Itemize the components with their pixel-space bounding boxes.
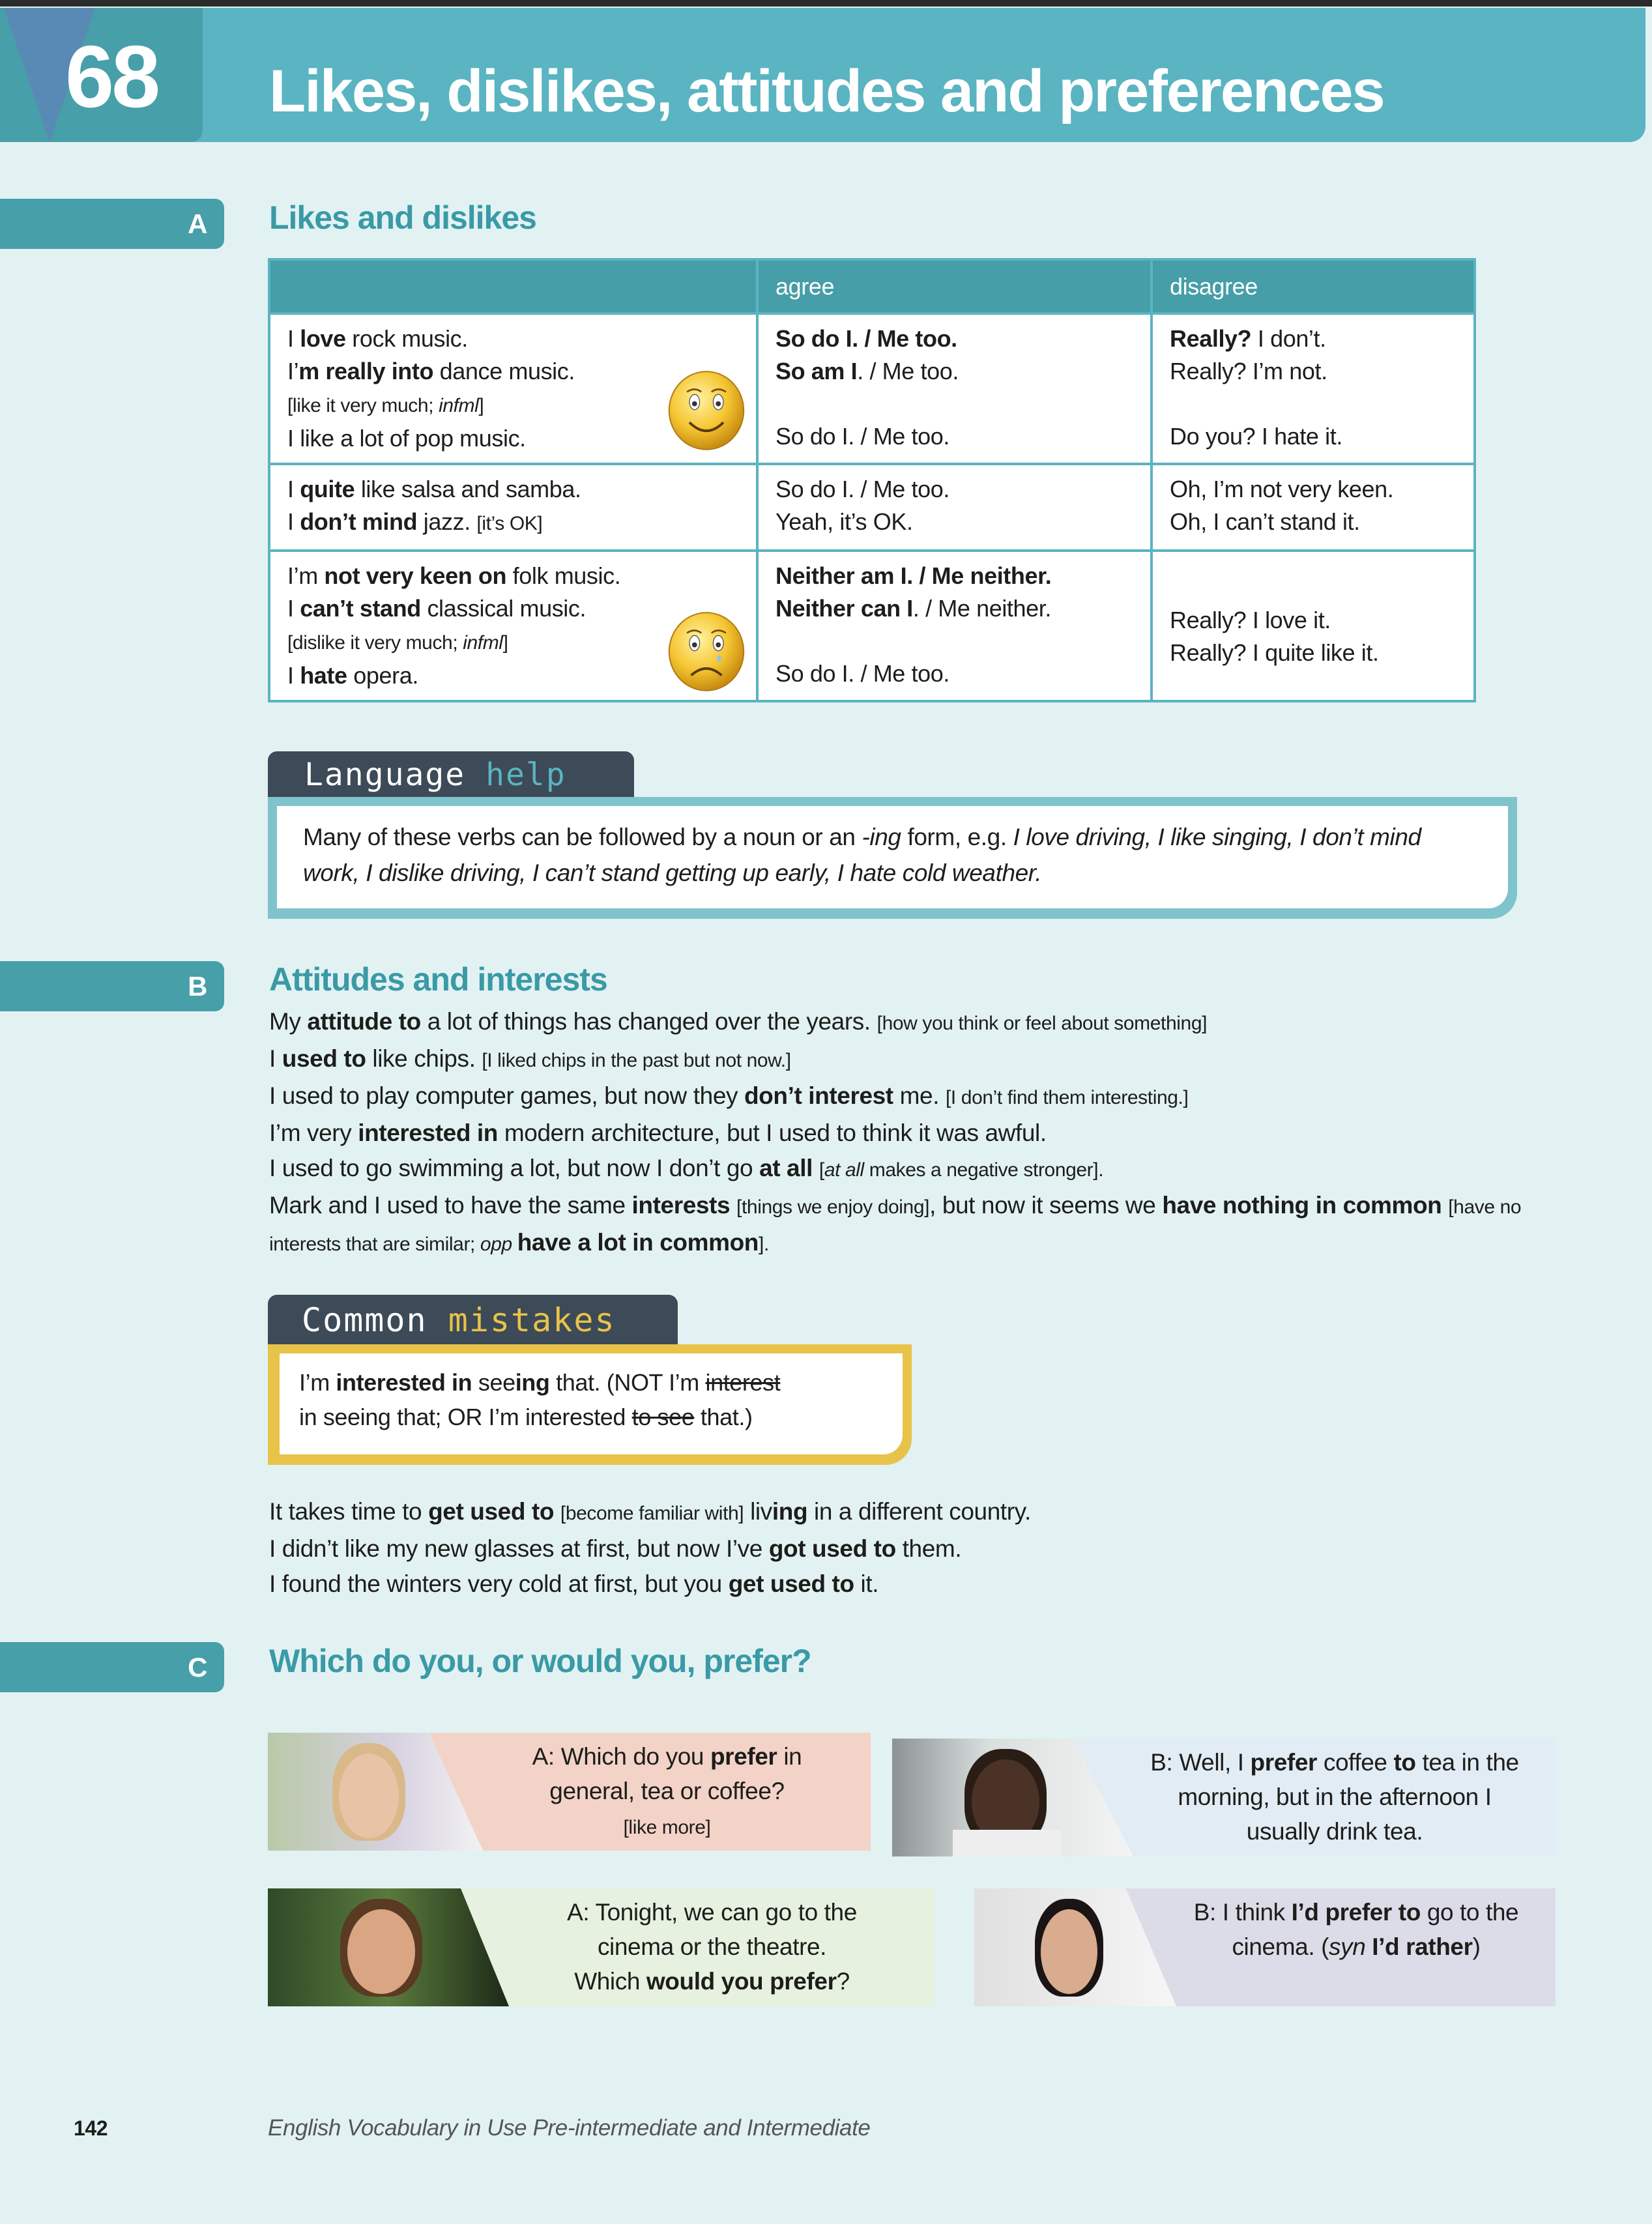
dialogue-box xyxy=(268,1888,935,2006)
language-help-box xyxy=(268,797,1517,919)
text-line xyxy=(1170,604,1456,637)
text-run xyxy=(512,1234,517,1255)
text-run: I xyxy=(287,476,300,502)
text-run: Do you? I hate it. xyxy=(1170,423,1342,450)
text-run: Oh, I can’t stand it. xyxy=(1170,508,1360,535)
text-run: I’ xyxy=(287,358,299,384)
text-run: [how you think or feel about something] xyxy=(877,1013,1208,1034)
text-run: general, tea or coffee? xyxy=(549,1778,785,1804)
text-run: [it’s OK] xyxy=(476,513,543,534)
text-line xyxy=(269,1041,1527,1078)
text-run: like chips. xyxy=(366,1045,482,1072)
language-help-label-word1: Language xyxy=(304,757,466,793)
text-run: at all xyxy=(824,1159,864,1181)
text-line xyxy=(1170,388,1456,420)
text-run: I’d rather xyxy=(1372,1933,1473,1960)
dialogue-text xyxy=(1120,1739,1549,1856)
smiling-woman-photo xyxy=(268,1733,483,1851)
section-b-heading: Attitudes and interests xyxy=(269,961,607,998)
text-run xyxy=(813,1155,819,1181)
text-run: Oh, I’m not very keen. xyxy=(1170,476,1394,502)
table-header-phrase xyxy=(269,259,757,313)
text-line xyxy=(775,420,1133,453)
text-run: Really? I’m not. xyxy=(1170,358,1327,384)
text-run: in xyxy=(777,1743,802,1770)
text-run: have nothing in common xyxy=(1162,1192,1442,1219)
text-run: at all xyxy=(759,1155,813,1181)
text-run: I used to play computer games, but now they xyxy=(269,1082,744,1109)
table-header-agree: agree xyxy=(757,259,1152,313)
text-run: it. xyxy=(854,1570,879,1597)
text-run: love xyxy=(300,325,346,352)
text-run: I’m xyxy=(287,562,325,589)
dialogue-text xyxy=(496,1888,928,2006)
agree-cell xyxy=(757,313,1152,464)
table-header-disagree: disagree xyxy=(1152,259,1475,313)
text-run: makes a negative stronger]. xyxy=(863,1159,1104,1181)
text-run: [I don’t find them interesting.] xyxy=(945,1087,1189,1108)
text-run: coffee xyxy=(1317,1749,1394,1776)
page-title: Likes, dislikes, attitudes and preferences xyxy=(269,58,1384,124)
text-line xyxy=(287,560,739,592)
text-run: quite xyxy=(300,476,355,502)
text-run: I xyxy=(269,1045,282,1072)
text-run: [have no interests that are similar; xyxy=(269,1196,1522,1255)
text-line xyxy=(775,506,1133,538)
text-run: got used to xyxy=(768,1535,896,1562)
text-line xyxy=(287,323,739,355)
text-run: hate xyxy=(300,662,347,689)
text-run: ] xyxy=(478,395,484,416)
text-run: ] xyxy=(502,632,508,654)
text-run: dance music. xyxy=(433,358,575,384)
text-run xyxy=(1442,1192,1448,1219)
text-line xyxy=(775,657,1133,690)
text-run: So do I. / Me too. xyxy=(775,423,949,450)
text-run: I xyxy=(287,325,300,352)
text-run: opp xyxy=(480,1234,512,1255)
text-run: go to the xyxy=(1420,1899,1519,1926)
text-run: A: Which do you xyxy=(532,1743,710,1770)
text-line xyxy=(775,592,1133,625)
text-run: I xyxy=(287,662,300,689)
common-mistakes-label-word2: mistakes xyxy=(448,1301,616,1339)
common-mistakes-label-word1: Common xyxy=(302,1301,427,1339)
text-run: infml xyxy=(463,632,503,654)
dialogue-box xyxy=(892,1739,1556,1856)
text-line xyxy=(269,1567,1031,1602)
text-run: a lot of things has changed over the years. xyxy=(420,1008,877,1035)
text-run: It takes time to xyxy=(269,1498,429,1525)
text-run: get used to xyxy=(728,1570,854,1597)
text-line xyxy=(775,473,1133,506)
text-run: interest xyxy=(705,1369,781,1396)
text-run: ) xyxy=(1472,1933,1481,1960)
text-line xyxy=(269,1116,1527,1151)
common-mistakes-text xyxy=(280,1353,903,1454)
text-run: infml xyxy=(439,395,479,416)
text-run: them. xyxy=(895,1535,962,1562)
text-run: Which xyxy=(574,1968,646,1995)
text-run: So do I. / Me too. xyxy=(775,660,949,687)
text-run: not very keen on xyxy=(324,562,507,589)
text-run: can’t stand xyxy=(300,595,421,622)
text-line xyxy=(269,1078,1527,1116)
text-line xyxy=(1163,1895,1549,1929)
text-run: ? xyxy=(836,1968,850,1995)
text-line xyxy=(1170,323,1456,355)
text-run: used to xyxy=(282,1045,366,1072)
text-line xyxy=(287,506,739,540)
text-run: Neither can I xyxy=(775,595,913,622)
text-run: don’t mind xyxy=(300,508,418,535)
text-run: interests xyxy=(631,1192,731,1219)
likes-dislikes-table xyxy=(268,258,1476,702)
text-run: So do I. / Me too. xyxy=(775,476,949,502)
section-c-heading: Which do you, or would you, prefer? xyxy=(269,1643,811,1679)
text-run: Yeah, it’s OK. xyxy=(775,508,913,535)
text-line xyxy=(1120,1745,1549,1780)
text-run: in a different country. xyxy=(807,1498,1031,1525)
text-line xyxy=(1170,571,1456,604)
text-run: Really? I love it. xyxy=(1170,607,1331,633)
text-line xyxy=(303,819,1482,891)
text-run: syn xyxy=(1329,1933,1366,1960)
text-run: that. (NOT I’m xyxy=(549,1369,706,1396)
language-help-label xyxy=(268,751,634,798)
text-run: modern architecture, but I used to think it was awful. xyxy=(497,1119,1047,1146)
section-tab-c: C xyxy=(0,1642,224,1692)
dialogue-box xyxy=(974,1888,1556,2006)
text-run: My xyxy=(269,1008,308,1035)
text-run: rock music. xyxy=(345,325,468,352)
text-run: m really into xyxy=(298,358,434,384)
language-help-label-word2: help xyxy=(485,757,566,793)
text-run: jazz. xyxy=(417,508,477,535)
text-run: Many of these verbs can be followed by a noun or an xyxy=(303,824,862,850)
text-line xyxy=(299,1400,883,1434)
phrase-cell xyxy=(269,313,757,464)
window-top-bar xyxy=(0,0,1652,7)
text-run: in seeing that; OR I’m interested xyxy=(299,1404,632,1430)
text-run: I love driving, I like singing, I don’t mind work, I dislike driving, I can’t stand getting up early, I hate cold weather. xyxy=(303,824,1421,886)
dialogue-text xyxy=(470,1733,864,1851)
text-run: Mark and I used to have the same xyxy=(269,1192,632,1219)
text-line xyxy=(496,1929,928,1964)
text-run: to xyxy=(1393,1749,1416,1776)
text-run: classical music. xyxy=(420,595,587,622)
text-run: I used to go swimming a lot, but now I don’t go xyxy=(269,1155,760,1181)
text-run: I don’t. xyxy=(1251,325,1326,352)
text-run: see xyxy=(472,1369,515,1396)
text-run: that.) xyxy=(694,1404,753,1430)
phrase-cell xyxy=(269,464,757,551)
table-row xyxy=(269,551,1475,701)
text-run: So am I xyxy=(775,358,858,384)
text-run: opera. xyxy=(347,662,418,689)
text-run: Really? I quite like it. xyxy=(1170,639,1379,666)
text-line xyxy=(1170,506,1456,538)
agree-cell xyxy=(757,551,1152,701)
section-a-heading: Likes and dislikes xyxy=(269,199,536,236)
text-run: like salsa and samba. xyxy=(355,476,581,502)
text-run: I xyxy=(287,508,300,535)
phrase-cell xyxy=(269,551,757,701)
text-line xyxy=(496,1964,928,1999)
man-in-white-shirt-photo xyxy=(892,1739,1133,1856)
text-run xyxy=(554,1498,560,1525)
text-run: prefer xyxy=(710,1743,777,1770)
text-run: [become familiar with] xyxy=(560,1503,744,1524)
text-run: I’d prefer to xyxy=(1291,1899,1421,1926)
text-line xyxy=(269,1151,1527,1188)
text-run: B: Well, I xyxy=(1150,1749,1251,1776)
sad-face-icon xyxy=(663,609,749,694)
text-line xyxy=(1120,1814,1549,1849)
text-run: [I liked chips in the past but not now.] xyxy=(482,1050,791,1071)
text-line xyxy=(1170,420,1456,453)
text-run: ]. xyxy=(759,1234,769,1255)
disagree-cell xyxy=(1152,313,1475,464)
text-run: I didn’t like my new glasses at first, but now I’ve xyxy=(269,1535,769,1562)
text-run: ing xyxy=(515,1369,550,1396)
text-line xyxy=(470,1739,864,1774)
text-run: B: I think xyxy=(1193,1899,1292,1926)
text-line xyxy=(775,355,1133,388)
text-run: . / Me too. xyxy=(857,358,959,384)
section-tab-b: B xyxy=(0,961,224,1011)
text-line xyxy=(775,388,1133,420)
common-mistakes-label xyxy=(268,1295,678,1346)
text-run: attitude to xyxy=(307,1008,421,1035)
text-run: don’t interest xyxy=(744,1082,893,1109)
agree-cell xyxy=(757,464,1152,551)
text-run: A: Tonight, we can go to the xyxy=(567,1899,857,1926)
table-row xyxy=(269,313,1475,464)
text-run: folk music. xyxy=(506,562,621,589)
text-line xyxy=(470,1774,864,1808)
text-line xyxy=(1163,1929,1549,1964)
text-run: me. xyxy=(893,1082,946,1109)
dark-haired-woman-photo xyxy=(974,1888,1176,2006)
text-run: cinema. ( xyxy=(1232,1933,1329,1960)
dialogue-text xyxy=(1163,1888,1549,2006)
text-run: interested in xyxy=(358,1119,498,1146)
text-run: would you prefer xyxy=(646,1968,837,1995)
text-run: I found the winters very cold at first, but you xyxy=(269,1570,729,1597)
text-line xyxy=(269,1004,1527,1041)
common-mistakes-box xyxy=(268,1344,912,1465)
text-run: usually drink tea. xyxy=(1246,1818,1423,1845)
dialogue-box xyxy=(268,1733,871,1851)
page-number: 142 xyxy=(74,2116,108,2140)
text-run: prefer xyxy=(1250,1749,1317,1776)
text-line xyxy=(496,1895,928,1929)
text-run: So do I. / Me too. xyxy=(775,325,957,352)
text-run: get used to xyxy=(428,1498,555,1525)
text-run: [ xyxy=(819,1159,824,1181)
text-run xyxy=(730,1192,736,1219)
text-run: tea in the xyxy=(1415,1749,1519,1776)
text-run: ing xyxy=(772,1498,808,1525)
text-run: [dislike it very much; xyxy=(287,632,463,654)
text-run: -ing xyxy=(862,824,901,850)
text-run: [like it very much; xyxy=(287,395,439,416)
text-run: have a lot in common xyxy=(517,1229,759,1256)
table-row xyxy=(269,464,1475,551)
text-run: I like a lot of pop music. xyxy=(287,425,526,452)
text-run: interested in xyxy=(336,1369,472,1396)
text-line xyxy=(269,1188,1527,1262)
text-line xyxy=(299,1365,883,1400)
text-line xyxy=(775,323,1133,355)
text-run: cinema or the theatre. xyxy=(597,1933,827,1960)
text-run xyxy=(1365,1933,1372,1960)
language-help-text xyxy=(277,806,1508,908)
text-line xyxy=(1120,1780,1549,1814)
text-run: . / Me neither. xyxy=(912,595,1051,622)
text-line xyxy=(1170,637,1456,669)
text-run: I’m very xyxy=(269,1119,358,1146)
text-run: form, e.g. xyxy=(901,824,1013,850)
text-run: I’m xyxy=(299,1369,336,1396)
text-line xyxy=(775,625,1133,657)
text-run: , but now it seems we xyxy=(929,1192,1163,1219)
text-run: to see xyxy=(631,1404,695,1430)
text-line xyxy=(287,473,739,506)
get-used-to-examples xyxy=(269,1494,1031,1602)
bearded-man-photo xyxy=(268,1888,509,2006)
disagree-cell xyxy=(1152,551,1475,701)
section-tab-a: A xyxy=(0,199,224,249)
text-run: [things we enjoy doing] xyxy=(736,1196,930,1218)
happy-face-icon xyxy=(663,368,749,453)
disagree-cell xyxy=(1152,464,1475,551)
text-line xyxy=(269,1531,1031,1567)
text-line xyxy=(269,1494,1031,1531)
text-run: liv xyxy=(744,1498,772,1525)
attitudes-examples xyxy=(269,1004,1527,1262)
text-line xyxy=(1170,355,1456,388)
text-run: Really? xyxy=(1170,325,1252,352)
text-line xyxy=(775,560,1133,592)
unit-number: 68 xyxy=(65,27,158,126)
text-line xyxy=(470,1808,864,1845)
text-run: [like more] xyxy=(623,1817,711,1838)
text-run: I xyxy=(287,595,300,622)
text-line xyxy=(1170,473,1456,506)
book-title: English Vocabulary in Use Pre-intermediate and Intermediate xyxy=(268,2115,871,2141)
text-run: Neither am I. / Me neither. xyxy=(775,562,1052,589)
text-run: morning, but in the afternoon I xyxy=(1178,1784,1492,1810)
